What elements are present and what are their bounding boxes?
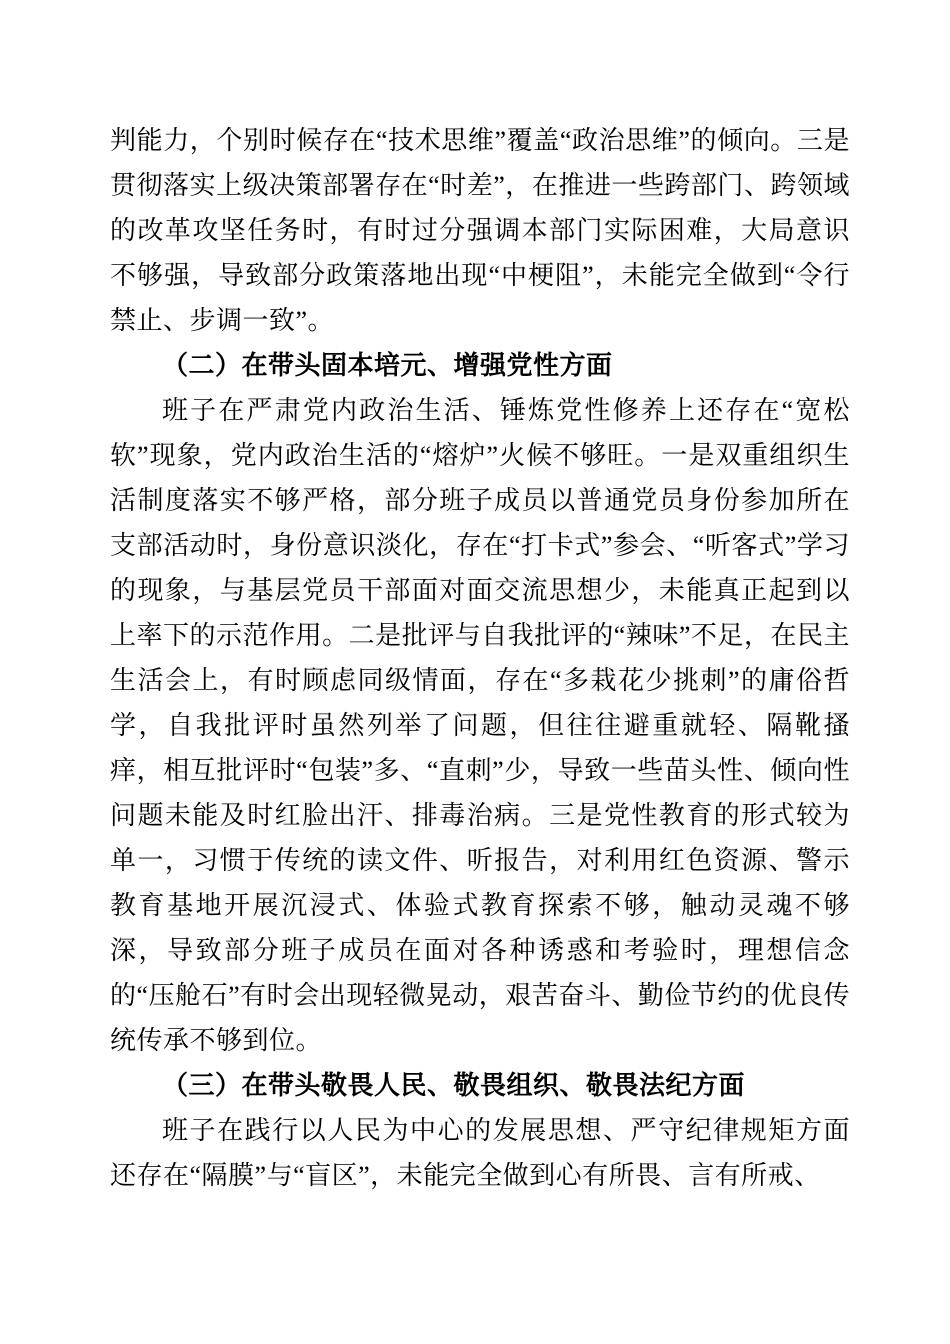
paragraph-body-2: 班子在严肃党内政治生活、锤炼党性修养上还存在“宽松软”现象，党内政治生活的“熔炉”火候不够旺。一是双重组织生活制度落实不够严格，部分班子成员以普通党员身份参加所在支部活动时，身份意识淡化，存在“打卡式”参会、“听客式”学习的现象，与基层党员干部面对面交流思想少，未能真正起到以上率下的示范作用。二是批评与自我批评的“辣味”不足，在民主生活会上，有时顾虑同级情面，存在“多栽花少挑刺”的庸俗哲学，自我批评时虽然列举了问题，但往往避重就轻、隔靴搔痒，相互批评时“包装”多、“直刺”少，导致一些苗头性、倾向性问题未能及时红脸出汗、排毒治病。三是党性教育的形式较为单一，习惯于传统的读文件、听报告，对利用红色资源、警示教育基地开展沉浸式、体验式教育探索不够，触动灵魂不够深，导致部分班子成员在面对各种诱惑和考验时，理想信念的“压舱石”有时会出现轻微晃动，艰苦奋斗、勤俭节约的优良传统传承不够到位。	[110, 396, 850, 1055]
paragraph-body-3: 班子在践行以人民为中心的发展思想、严守纪律规矩方面还存在“隔膜”与“盲区”，未能完全做到心有所畏、言有所戒、	[110, 1116, 850, 1190]
section-heading-2: （二）在带头固本培元、增强党性方面	[162, 351, 613, 380]
paragraph-continuation: 判能力，个别时候存在“技术思维”覆盖“政治思维”的倾向。三是贯彻落实上级决策部署存在“时差”，在推进一些跨部门、跨领域的改革攻坚任务时，有时过分强调本部门实际困难，大局意识不够强，导致部分政策落地出现“中梗阻”，未能完全做到“令行禁止、步调一致”。	[110, 126, 850, 335]
section-heading-3: （三）在带头敬畏人民、敬畏组织、敬畏法纪方面	[162, 1071, 746, 1100]
